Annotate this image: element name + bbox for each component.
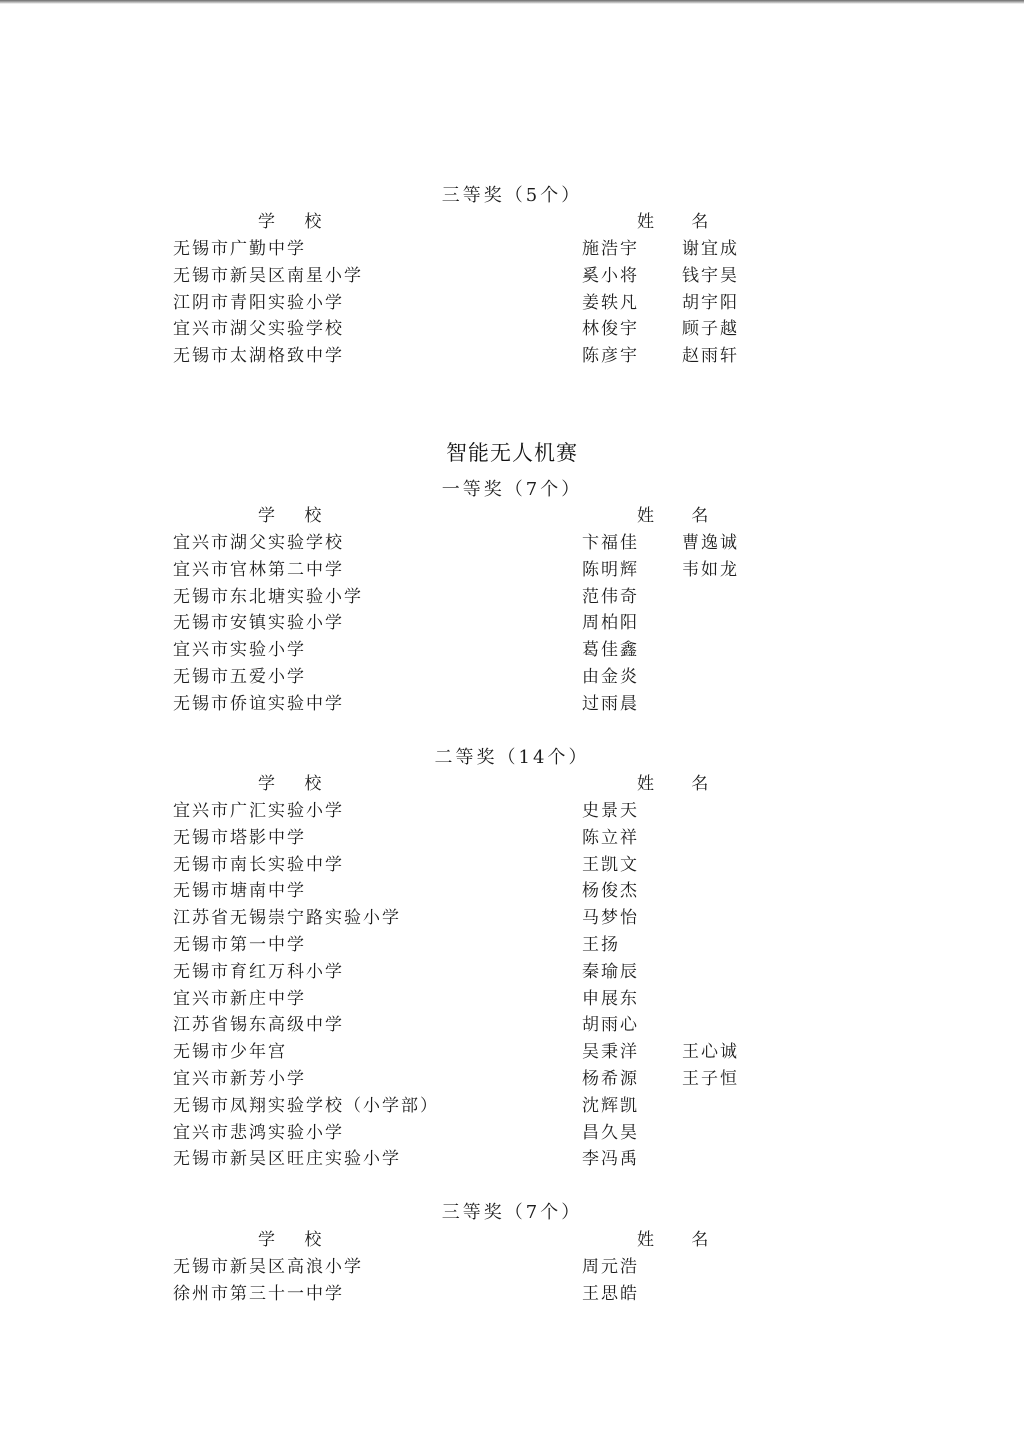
- table-row: [0, 557, 1024, 584]
- student-name: 王凯文: [582, 854, 639, 875]
- student-name: 谢宜成: [682, 239, 739, 259]
- school-name: 江阴市青阳实验小学: [173, 292, 344, 313]
- table-row: [0, 691, 1024, 718]
- student-name: 陈明辉: [582, 559, 639, 580]
- school-name: 无锡市第一中学: [173, 935, 306, 955]
- table-row: [0, 798, 1024, 825]
- prize-heading: 二等奖（14个）: [434, 747, 590, 768]
- student-name: 吴秉洋: [582, 1042, 639, 1063]
- table-row: [0, 263, 1024, 290]
- school-name: 无锡市太湖格致中学: [173, 346, 344, 367]
- table-row: [0, 1066, 1024, 1093]
- student-name: 史景天: [582, 801, 639, 821]
- table-row: [0, 236, 1024, 263]
- student-name: 昌久昊: [582, 1122, 639, 1143]
- prize-heading: 一等奖（7个）: [441, 479, 583, 500]
- school-name: 无锡市东北塘实验小学: [173, 586, 363, 607]
- school-name: 无锡市安镇实验小学: [173, 613, 344, 634]
- student-name: 沈辉凯: [582, 1095, 639, 1116]
- student-name: 杨俊杰: [582, 881, 639, 902]
- column-header-name: 姓 名: [637, 212, 725, 232]
- school-name: 无锡市新吴区高浪小学: [173, 1257, 363, 1277]
- table-row: [0, 852, 1024, 879]
- student-name: 曹逸诚: [682, 533, 739, 553]
- table-row: [0, 905, 1024, 932]
- scan-edge: [0, 0, 1024, 4]
- student-name: 周元浩: [582, 1257, 639, 1277]
- table-row: [0, 1039, 1024, 1066]
- student-name: 过雨晨: [582, 693, 639, 714]
- table-row: [0, 664, 1024, 691]
- student-name: 王心诚: [682, 1042, 739, 1063]
- school-name: 无锡市新吴区旺庄实验小学: [173, 1149, 401, 1170]
- table-row: [0, 1093, 1024, 1120]
- student-name: 由金炎: [582, 667, 639, 687]
- column-header-school: 学 校: [258, 774, 334, 794]
- school-name: 无锡市塔影中学: [173, 827, 306, 848]
- student-name: 王思皓: [582, 1283, 639, 1304]
- student-name: 卞福佳: [582, 533, 639, 553]
- student-name: 韦如龙: [682, 559, 739, 580]
- student-name: 钱宇昊: [682, 265, 739, 286]
- school-name: 无锡市少年宫: [173, 1042, 287, 1063]
- school-name: 宜兴市实验小学: [173, 640, 306, 661]
- student-name: 陈彦宇: [582, 346, 639, 367]
- table-row: [0, 986, 1024, 1013]
- column-header-name: 姓 名: [637, 774, 725, 794]
- student-name: 姜轶凡: [582, 292, 639, 313]
- school-name: 宜兴市广汇实验小学: [173, 801, 344, 821]
- school-name: 江苏省无锡崇宁路实验小学: [173, 908, 401, 929]
- student-name: 周柏阳: [582, 613, 639, 634]
- table-row: [0, 1146, 1024, 1173]
- school-name: 徐州市第三十一中学: [173, 1283, 344, 1304]
- table-row: [0, 316, 1024, 343]
- section-title: 智能无人机赛: [446, 441, 578, 465]
- school-name: 无锡市侨谊实验中学: [173, 693, 344, 714]
- table-row: [0, 343, 1024, 370]
- column-header-name: 姓 名: [637, 506, 725, 526]
- table-row: [0, 584, 1024, 611]
- table-row: [0, 637, 1024, 664]
- table-row: [0, 825, 1024, 852]
- prize-heading: 三等奖（5个）: [441, 185, 583, 206]
- table-row: [0, 932, 1024, 959]
- student-name: 李冯禹: [582, 1149, 639, 1170]
- student-name: 胡雨心: [582, 1015, 639, 1036]
- student-name: 施浩宇: [582, 239, 639, 259]
- student-name: 赵雨轩: [682, 346, 739, 367]
- table-row: [0, 1012, 1024, 1039]
- school-name: 无锡市五爱小学: [173, 667, 306, 687]
- student-name: 胡宇阳: [682, 292, 739, 313]
- school-name: 宜兴市悲鸿实验小学: [173, 1122, 344, 1143]
- school-name: 宜兴市官林第二中学: [173, 559, 344, 580]
- school-name: 无锡市育红万科小学: [173, 961, 344, 982]
- column-header-school: 学 校: [258, 506, 334, 526]
- school-name: 宜兴市新庄中学: [173, 988, 306, 1009]
- table-row: [0, 610, 1024, 637]
- table-row: [0, 530, 1024, 557]
- student-name: 顾子越: [682, 319, 739, 340]
- table-row: [0, 1281, 1024, 1308]
- school-name: 无锡市广勤中学: [173, 239, 306, 259]
- student-name: 王子恒: [682, 1069, 739, 1089]
- student-name: 马梦怡: [582, 908, 639, 929]
- school-name: 宜兴市湖父实验学校: [173, 533, 344, 553]
- school-name: 江苏省锡东高级中学: [173, 1015, 344, 1036]
- school-name: 宜兴市新芳小学: [173, 1069, 306, 1089]
- column-header-name: 姓 名: [637, 1230, 725, 1250]
- student-name: 葛佳鑫: [582, 640, 639, 661]
- student-name: 奚小将: [582, 265, 639, 286]
- school-name: 无锡市塘南中学: [173, 881, 306, 902]
- prize-heading: 三等奖（7个）: [441, 1202, 583, 1223]
- student-name: 秦瑜辰: [582, 961, 639, 982]
- table-row: [0, 1254, 1024, 1281]
- school-name: 无锡市凤翔实验学校（小学部）: [173, 1095, 439, 1116]
- school-name: 无锡市新吴区南星小学: [173, 265, 363, 286]
- student-name: 范伟奇: [582, 586, 639, 607]
- student-name: 杨希源: [582, 1069, 639, 1089]
- student-name: 林俊宇: [582, 319, 639, 340]
- student-name: 陈立祥: [582, 827, 639, 848]
- table-row: [0, 878, 1024, 905]
- table-row: [0, 959, 1024, 986]
- column-header-school: 学 校: [258, 1230, 334, 1250]
- table-row: [0, 1120, 1024, 1147]
- school-name: 宜兴市湖父实验学校: [173, 319, 344, 340]
- school-name: 无锡市南长实验中学: [173, 854, 344, 875]
- student-name: 申展东: [582, 988, 639, 1009]
- table-row: [0, 290, 1024, 317]
- column-header-school: 学 校: [258, 212, 334, 232]
- student-name: 王扬: [582, 935, 620, 955]
